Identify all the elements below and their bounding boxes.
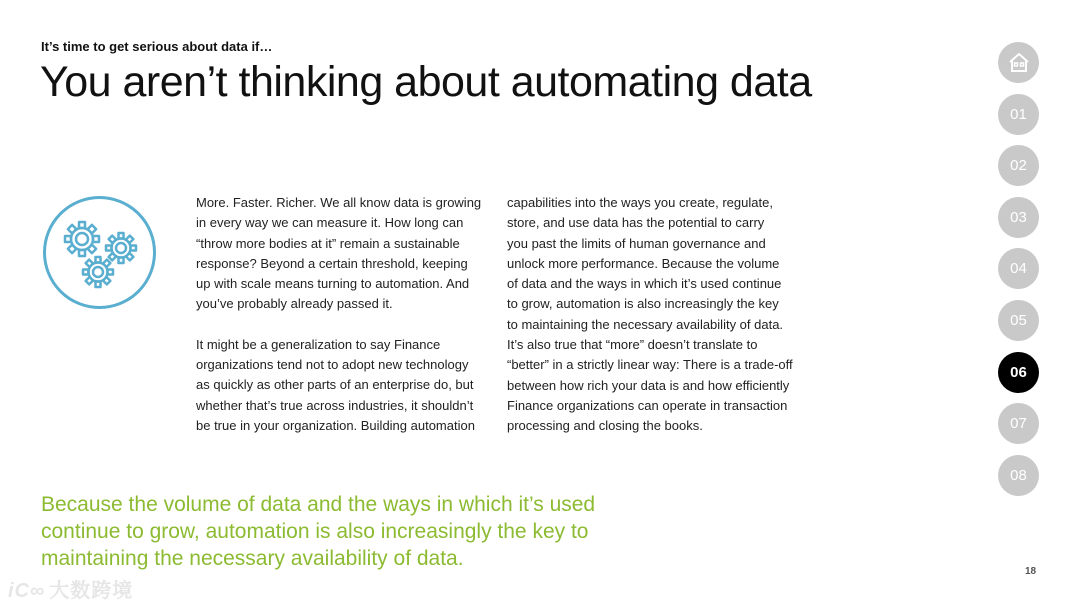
text-line: “throw more bodies at it” remain a sustainable	[196, 235, 460, 251]
nav-item-07[interactable]: 07	[998, 403, 1039, 444]
page-number: 18	[1025, 566, 1037, 577]
text-line: “better” in a strictly linear way: There is a trade-off	[507, 357, 793, 373]
text-line: to maintaining the necessary availability of data.	[507, 316, 784, 332]
quote-line: continue to grow, automation is also increasingly the key to	[41, 520, 589, 543]
text-line: response? Beyond a certain threshold, keeping	[196, 255, 468, 271]
text-line: store, and use data has the potential to carry	[507, 215, 765, 231]
body-column-2	[507, 193, 807, 437]
text-line: between how rich your data is and how efficiently	[507, 377, 790, 393]
quote-line: Because the volume of data and the ways in which it’s used	[41, 493, 596, 516]
text-line: More. Faster. Richer. We all know data is growing	[196, 195, 482, 210]
nav-item-01[interactable]: 01	[998, 94, 1039, 135]
nav-item-02[interactable]: 02	[998, 145, 1039, 186]
text-line: processing and closing the books.	[507, 418, 703, 434]
text-line: as quickly as other parts of an enterprise do, but	[196, 377, 474, 393]
text-line: of data and the ways in which it’s used continue	[507, 276, 782, 292]
body-paragraph-1	[196, 193, 494, 315]
nav-item-04[interactable]: 04	[998, 248, 1039, 289]
text-line: you past the limits of human governance and	[507, 235, 766, 251]
nav-item-06[interactable]: 06	[998, 352, 1039, 393]
home-icon	[1007, 51, 1031, 75]
watermark-text: 大数跨境	[49, 580, 134, 602]
text-line: to grow, automation is also increasingly the key	[507, 296, 779, 312]
text-line: It might be a generalization to say Finance	[196, 336, 441, 352]
text-line: Finance organizations can operate in transaction	[507, 397, 788, 413]
watermark-mark: iC∞	[8, 580, 46, 602]
text-line: up with scale means turning to automation. And	[196, 276, 470, 292]
quote-line: maintaining the necessary availability of data.	[41, 547, 464, 570]
kicker-text: It’s time to get serious about data if…	[41, 39, 273, 54]
nav-home-button[interactable]	[998, 42, 1039, 83]
section-nav	[998, 42, 1039, 506]
text-line: capabilities into the ways you create, regulate,	[507, 195, 773, 210]
gears-icon	[43, 196, 156, 309]
text-line: unlock more performance. Because the volume	[507, 255, 780, 271]
text-line: whether that’s true across industries, it shouldn’t	[196, 397, 474, 413]
text-line: in every way we can measure it. How long can	[196, 215, 464, 231]
text-line: be true in your organization. Building automation	[196, 417, 475, 433]
body-paragraph-3	[507, 193, 807, 437]
page-title: You aren’t thinking about automating data	[40, 58, 812, 106]
watermark	[8, 574, 133, 603]
nav-item-05[interactable]: 05	[998, 300, 1039, 341]
text-line: It’s also true that “more” doesn’t translate to	[507, 337, 758, 353]
text-line: organizations tend not to adopt new technology	[196, 357, 469, 373]
text-line: you’ve probably already passed it.	[196, 296, 393, 312]
body-paragraph-2	[196, 335, 494, 436]
nav-item-03[interactable]: 03	[998, 197, 1039, 238]
body-column-1	[196, 193, 494, 436]
pull-quote	[41, 491, 621, 572]
nav-item-08[interactable]: 08	[998, 455, 1039, 496]
